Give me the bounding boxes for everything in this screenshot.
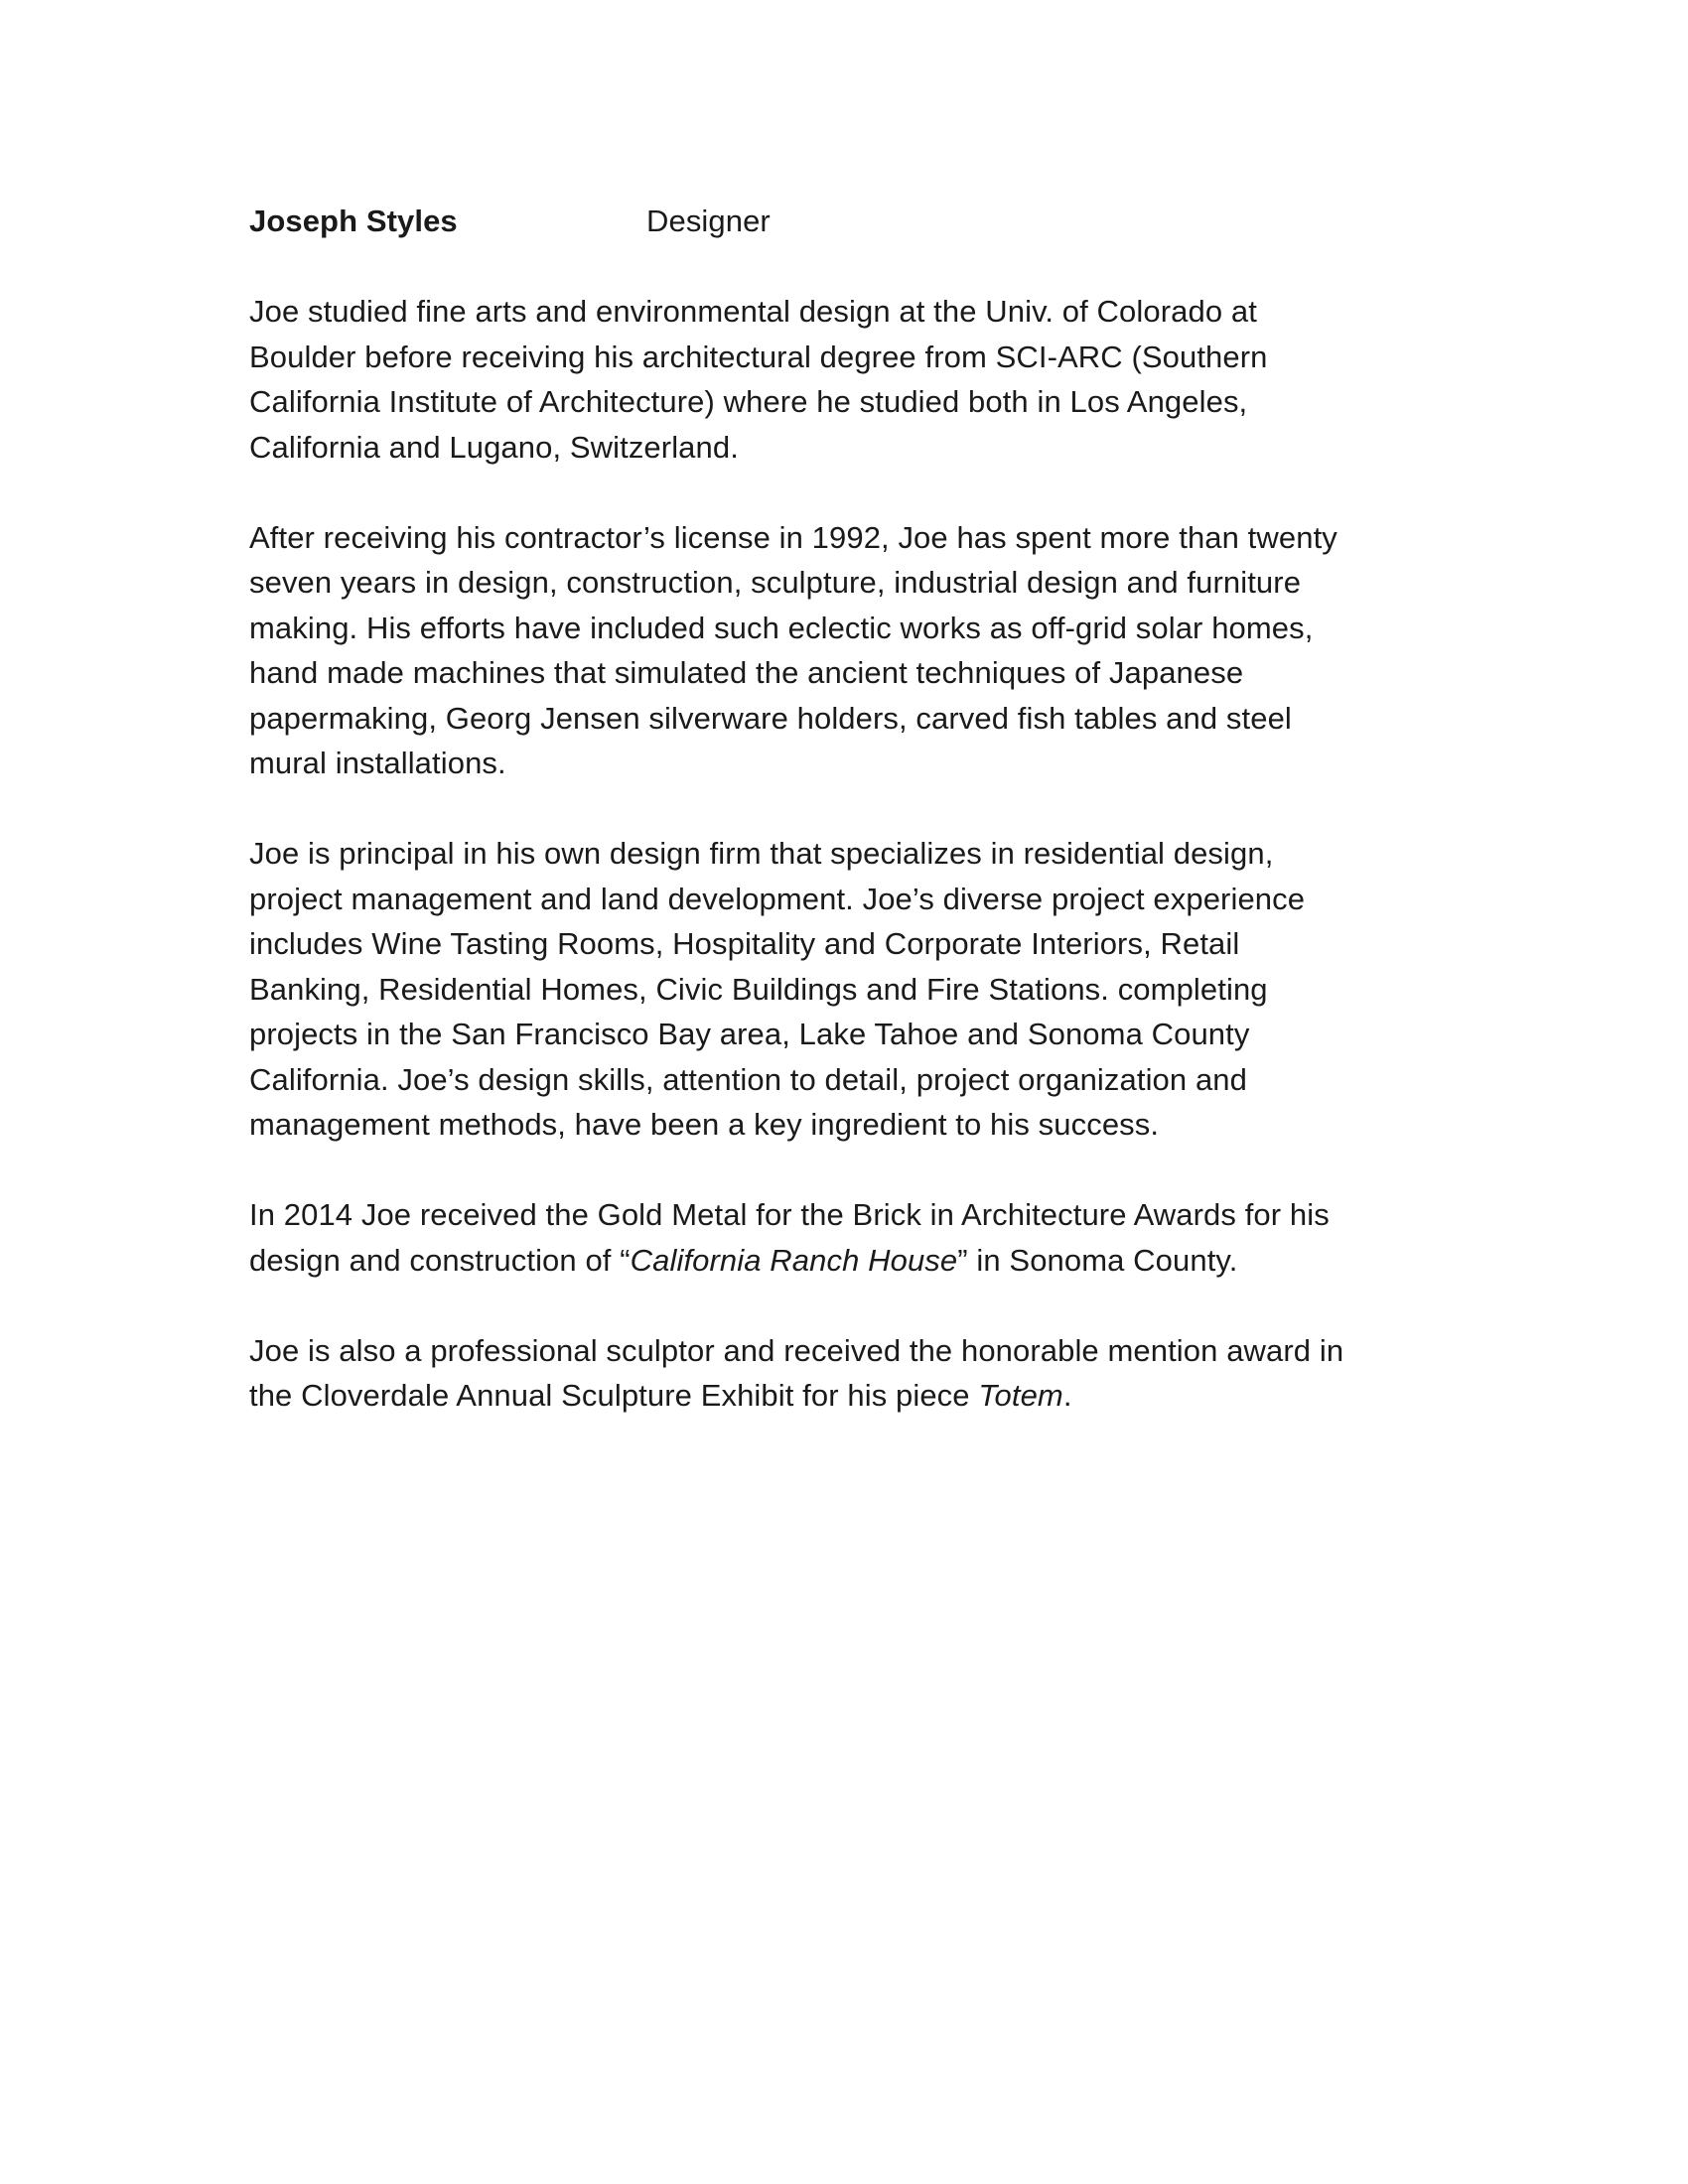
paragraph-experience (249, 515, 1471, 786)
project-title: California Ranch House (630, 1242, 958, 1278)
text-line (249, 1238, 1471, 1284)
text-segment: the Cloverdale Annual Sculpture Exhibit for his piece (249, 1378, 979, 1413)
text-line: mural installations. (249, 746, 506, 780)
text-line (249, 1373, 1471, 1419)
bio-header (249, 199, 1471, 244)
text-line: In 2014 Joe received the Gold Metal for the Brick in Architecture Awards for his (249, 1197, 1330, 1232)
text-line: includes Wine Tasting Rooms, Hospitality and Corporate Interiors, Retail (249, 926, 1240, 961)
text-line: Boulder before receiving his architectural degree from SCI-ARC (Southern (249, 339, 1268, 374)
text-line: Joe studied fine arts and environmental design at the Univ. of Colorado at (249, 294, 1257, 329)
text-line: projects in the San Francisco Bay area, Lake Tahoe and Sonoma County (249, 1017, 1250, 1051)
text-line: management methods, have been a key ingredient to his success. (249, 1107, 1160, 1142)
text-line: California and Lugano, Switzerland. (249, 429, 739, 465)
text-line: papermaking, Georg Jensen silverware holders, carved fish tables and steel (249, 700, 1292, 736)
paragraph-education (249, 289, 1471, 470)
text-line: Joe is also a professional sculptor and received the honorable mention award in (249, 1332, 1344, 1368)
paragraph-award (249, 1192, 1471, 1283)
text-segment: ” in Sonoma County. (957, 1242, 1238, 1278)
paragraph-sculpture (249, 1328, 1471, 1419)
paragraph-firm (249, 831, 1471, 1148)
text-line: California Institute of Architecture) where he studied both in Los Angeles, (249, 384, 1248, 419)
text-line: California. Joe’s design skills, attention to detail, project organization and (249, 1061, 1247, 1097)
person-role: Designer (646, 204, 771, 238)
text-segment: . (1062, 1378, 1072, 1413)
text-line: project management and land development. Joe’s diverse project experience (249, 881, 1306, 916)
person-name: Joseph Styles (249, 204, 458, 238)
bio-content (249, 199, 1471, 1463)
text-line: Joe is principal in his own design firm that specializes in residential design, (249, 836, 1274, 871)
text-line: Banking, Residential Homes, Civic Buildings and Fire Stations. completing (249, 971, 1268, 1007)
text-line: making. His efforts have included such eclectic works as off-grid solar homes, (249, 610, 1314, 645)
sculpture-title: Totem (978, 1378, 1063, 1413)
text-line: hand made machines that simulated the ancient techniques of Japanese (249, 655, 1244, 690)
text-line: After receiving his contractor’s license in 1992, Joe has spent more than twenty (249, 519, 1337, 555)
text-segment: design and construction of “ (249, 1242, 631, 1278)
text-line: seven years in design, construction, sculpture, industrial design and furniture (249, 565, 1302, 600)
